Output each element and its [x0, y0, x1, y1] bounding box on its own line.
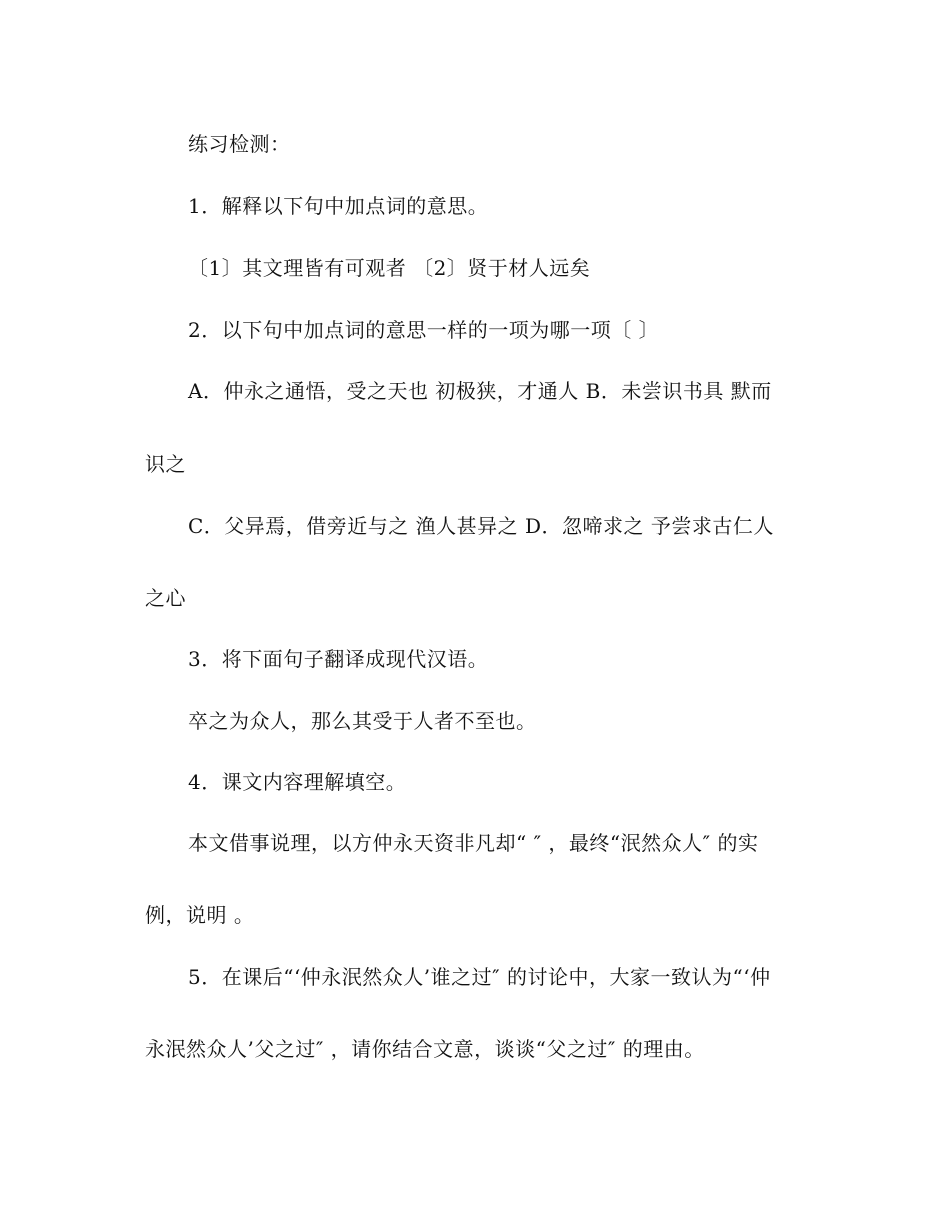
question-3-sentence: 卒之为众人，那么其受于人者不至也。 [188, 709, 537, 733]
question-1-items: 〔1〕其文理皆有可观者 〔2〕贤于材人远矣 [188, 256, 591, 280]
question-3-prompt: 3．将下面句子翻译成现代汉语。 [188, 647, 489, 671]
section-heading: 练习检测： [188, 132, 291, 156]
question-4-text-continued: 例，说明 。 [145, 903, 255, 927]
question-1-prompt: 1．解释以下句中加点词的意思。 [188, 194, 489, 218]
question-2-options-ab: A．仲永之通悟，受之天也 初极狭，才通人 B．未尝识书具 默而 [188, 379, 772, 403]
question-2-options-cd: C．父异焉，借旁近与之 渔人甚异之 D．忽啼求之 予尝求古仁人 [188, 514, 774, 538]
question-5-text: 5．在课后“‘仲永泯然众人’谁之过″ 的讨论中，大家一致认为“‘仲 [188, 965, 771, 989]
question-2-prompt: 2．以下句中加点词的意思一样的一项为哪一项〔 〕 [188, 318, 660, 342]
question-4-text: 本文借事说理，以方仲永天资非凡却“ ″ ，最终“泯然众人″ 的实 [188, 831, 759, 855]
question-2-options-cd-continued: 之心 [145, 586, 186, 610]
question-5-text-continued: 永泯然众人’父之过″ ，请你结合文意，谈谈“父之过″ 的理由。 [145, 1037, 705, 1061]
question-2-options-ab-continued: 识之 [145, 452, 186, 476]
question-4-prompt: 4．课文内容理解填空。 [188, 770, 407, 794]
